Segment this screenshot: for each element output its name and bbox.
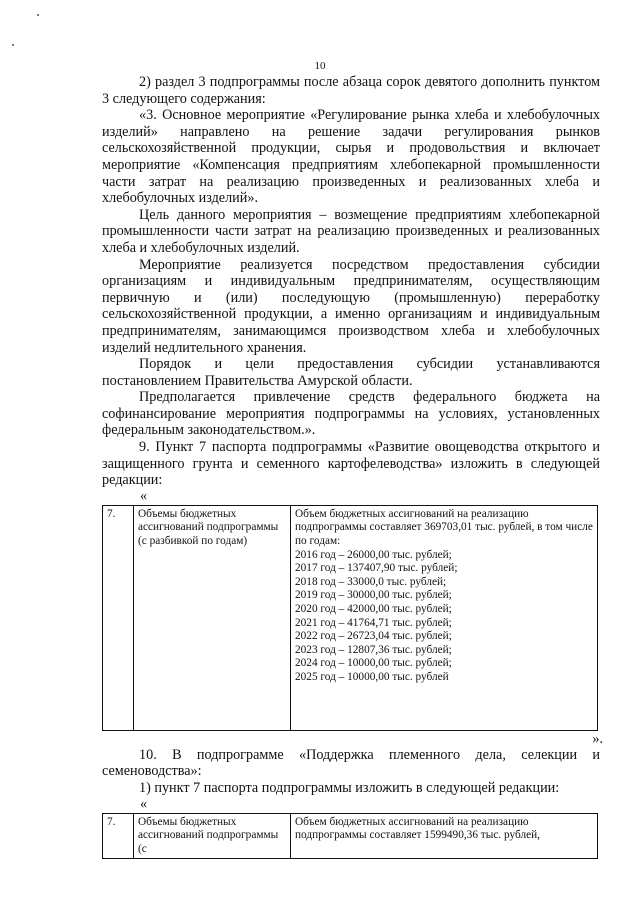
budget-year-line: 2024 год – 10000,00 тыс. рублей; (295, 657, 452, 670)
passport-table-1 (102, 505, 598, 731)
paragraph-implementation: Мероприятие реализуется посредством предоставления субсидии организациям и индивидуальным предпринимателям, осуществляющим первичную и (или) последующую (промышленную) переработку сельскохозяйственной продукции, а именно организациям и индивидуальным предпринимателям, занимающимся производством хлеба и хлебобулочных изделий недлительного хранения. (102, 256, 600, 356)
budget-year-line: 2022 год – 26723,04 тыс. рублей; (295, 630, 452, 643)
budget-year-line: 2019 год – 30000,00 тыс. рублей; (295, 589, 452, 602)
budget-year-line: 2023 год – 12807,36 тыс. рублей; (295, 643, 452, 656)
row-number: 7. (103, 505, 134, 730)
budget-intro: Объем бюджетных ассигнований на реализацию подпрограммы составляет 369703,01 тыс. рублей, в том числе по годам: (295, 507, 593, 548)
budget-cell (291, 505, 598, 730)
paragraph-10-1: 1) пункт 7 паспорта подпрограммы изложить в следующей редакции: (139, 780, 560, 797)
document-body (102, 74, 603, 859)
row-number: 7. (103, 813, 134, 859)
opening-quote: « (140, 795, 148, 812)
budget-cell: Объем бюджетных ассигнований на реализацию подпрограммы составляет 1599490,36 тыс. рублей, (291, 813, 598, 859)
paragraph-10: 10. В подпрограмме «Поддержка племенного дела, селекции и семеноводства»: (102, 746, 600, 780)
opening-quote: « (140, 487, 148, 504)
row-label: Объемы бюджетных ассигнований подпрограммы (с разбивкой по годам) (134, 505, 291, 730)
paragraph-goal: Цель данного мероприятия – возмещение предприятиям хлебопекарной промышленности части затрат на реализацию произведенных и реализованных хлеба и хлебобулочных изделий. (102, 206, 600, 256)
budget-year-line: 2021 год – 41764,71 тыс. рублей; (295, 616, 452, 629)
table-row (103, 505, 598, 730)
paragraph-2: 2) раздел 3 подпрограммы после абзаца сорок девятого дополнить пунктом 3 следующего содержания: (102, 74, 600, 107)
paragraph-9: 9. Пункт 7 паспорта подпрограммы «Развитие овощеводства открытого и защищенного грунта и семенного картофелеводства» изложить в следующей редакции: (102, 439, 600, 489)
scan-speck (37, 14, 39, 16)
row-label: Объемы бюджетных ассигнований подпрограммы (с (134, 813, 291, 859)
passport-table-2 (102, 813, 598, 860)
budget-year-line: 2017 год – 137407,90 тыс. рублей; (295, 562, 458, 575)
budget-year-line: 2016 год – 26000,00 тыс. рублей; (295, 548, 452, 561)
budget-year-line: 2020 год – 42000,00 тыс. рублей; (295, 603, 452, 615)
closing-quote: ». (592, 730, 603, 747)
budget-year-line: 2018 год – 33000,0 тыс. рублей; (295, 575, 447, 588)
budget-year-line: 2025 год – 10000,00 тыс. рублей (295, 670, 449, 683)
scan-speck (12, 44, 14, 46)
page-number: 10 (314, 60, 326, 72)
paragraph-federal-budget: Предполагается привлечение средств федерального бюджета на софинансирование мероприятия подпрограммы на условиях, установленных федеральным законодательством.». (102, 389, 600, 439)
paragraph-main-event: «3. Основное мероприятие «Регулирование рынка хлеба и хлебобулочных изделий» направлено на решение задачи регулирования рынков сельскохозяйственной продукции, сырья и продовольствия и включает мероприятие «Компенсация предприятиям хлебопекарной промышленности части затрат на реализацию произведенных и реализованных хлеба и хлебобулочных изделий». (102, 107, 600, 207)
table-row (103, 813, 598, 859)
paragraph-procedure: Порядок и цели предоставления субсидии устанавливаются постановлением Правительства Амурской области. (102, 356, 600, 389)
